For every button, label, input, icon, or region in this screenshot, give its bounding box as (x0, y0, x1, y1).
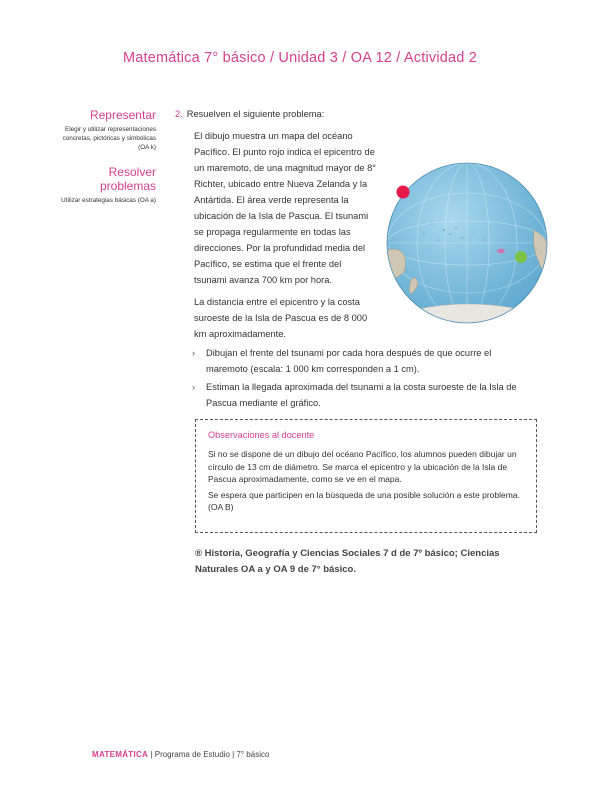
task-bullets (192, 345, 522, 413)
cross-curricular-footnote: ® Historia, Geografía y Ciencias Sociales 7 d de 7º básico; Ciencias Naturales OA a y OA 9 de 7° básico. (195, 548, 500, 575)
activity-number: 2. (175, 109, 183, 119)
footer-program: Programa de Estudio (154, 750, 230, 759)
bullet-chevron-icon: › (192, 348, 196, 358)
observations-paragraph-1: Si no se dispone de un dibujo del océano Pacífico, los alumnos pueden dibujar un círculo de 13 cm de diámetro. Se marca el epicentro y la ubicación de la Isla de Pascua aproximadamente, como se ve en el mapa. (208, 449, 517, 484)
task-bullet-1-text: Dibujan el frente del tsunami por cada hora después de que ocurre el maremoto (escala: 1 000 km corresponden a 1 cm). (206, 348, 492, 374)
page-footer (92, 750, 269, 759)
bullet-chevron-icon: › (192, 382, 196, 392)
pacific-globe-map (384, 160, 550, 326)
skill-desc-resolver: Utilizar estrategias básicas (OA a) (61, 197, 156, 204)
skills-sidebar (60, 108, 156, 205)
activity-instruction: Resuelven el siguiente problema: (186, 109, 325, 119)
footer-grade: 7° básico (236, 750, 270, 759)
footer-subject: MATEMÁTICA (92, 750, 149, 759)
problem-paragraph-1: El dibujo muestra un mapa del océano Pacífico. El punto rojo indica el epicentro de un maremoto, de una magnitud mayor de 8° Richter, ubicado entre Nueva Zelanda y la Antártida. El área verde representa la ubicación de la Isla de Pascua. El tsunami se propaga regularmente en todas las direcciones. Por la profundidad media del Pacífico, se estima que el frente del tsunami avanza 700 km por hora. (194, 131, 377, 285)
task-bullet-2-text: Estiman la llegada aproximada del tsunami a la costa suroeste de la Isla de Pascua mediante el gráfico. (206, 382, 517, 408)
problem-paragraph-2: La distancia entre el epicentro y la costa suroeste de la Isla de Pascua es de 8 000 km aproximadamente. (194, 297, 368, 339)
epicenter-marker (397, 186, 410, 199)
task-bullet-1 (192, 345, 522, 377)
observations-paragraph-2: Se espera que participen en la búsqueda de una posible solución a este problema. (OA B) (208, 489, 520, 512)
skill-title-representar: Representar (89, 108, 156, 122)
page-header: Matemática 7° básico / Unidad 3 / OA 12 / Actividad 2 (122, 50, 478, 66)
activity-main (175, 108, 515, 339)
task-bullet-2 (192, 379, 522, 411)
skill-desc-representar: Elegir y utilizar representaciones concretas, pictóricas y simbólicas (OA k) (62, 126, 156, 151)
observations-title: Observaciones al docente (208, 430, 315, 440)
easter-island-area (515, 251, 527, 263)
teacher-observations-box (195, 419, 537, 533)
skill-title-resolver: Resolver problemas (99, 165, 156, 193)
activity-instruction-line (175, 108, 515, 121)
footer-separator: | (232, 750, 235, 759)
footer-separator: | (150, 750, 153, 759)
land-asia (384, 169, 412, 190)
